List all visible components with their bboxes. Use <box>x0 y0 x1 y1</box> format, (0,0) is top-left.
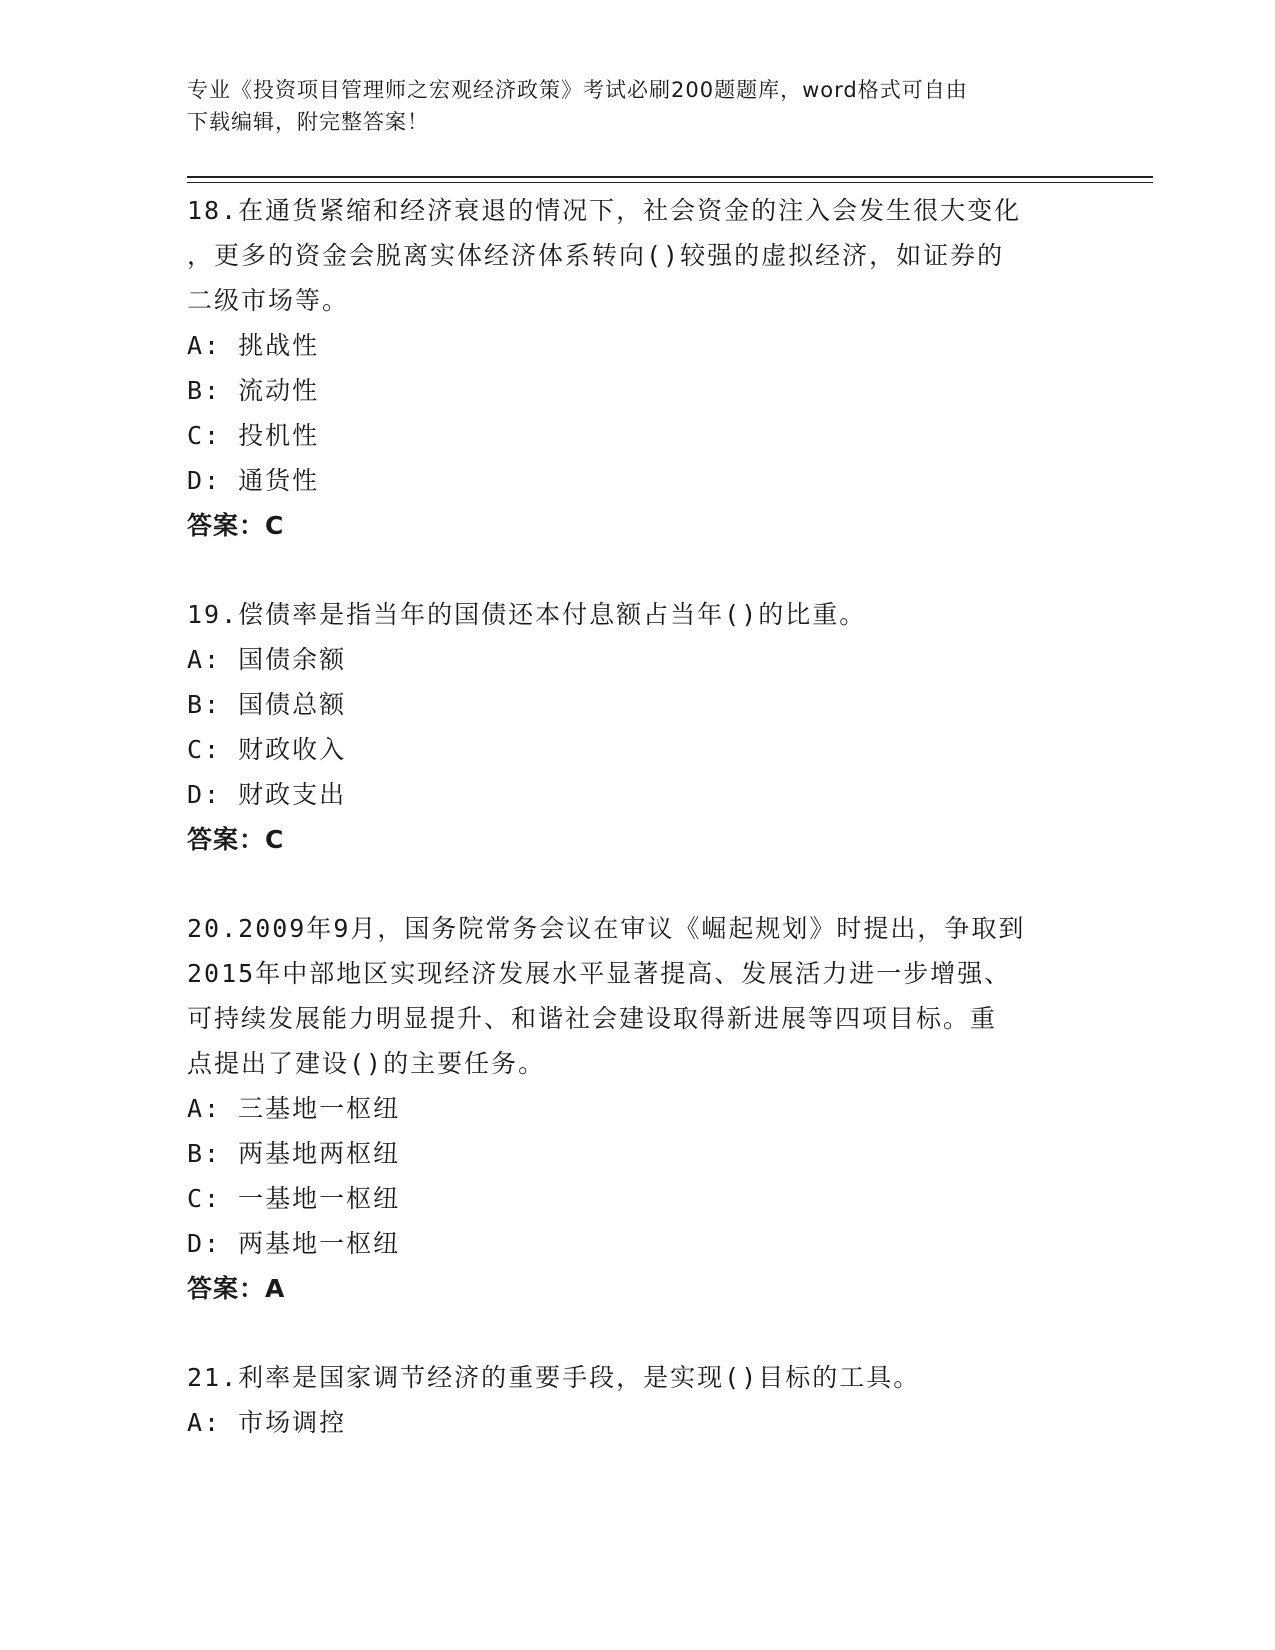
option-a: A: 国债余额 <box>187 645 347 674</box>
spacer <box>187 862 1087 906</box>
question-19 <box>187 592 1087 862</box>
answer-line: 答案：C <box>187 825 285 854</box>
option-c: C: 一基地一枢纽 <box>187 1184 401 1213</box>
header-divider-thick <box>187 176 1153 178</box>
option-a: A: 市场调控 <box>187 1408 347 1437</box>
question-stem-line: 可持续发展能力明显提升、和谐社会建设取得新进展等四项目标。重 <box>187 1004 998 1033</box>
header-divider-thin <box>187 182 1153 183</box>
option-c: C: 财政收入 <box>187 735 347 764</box>
option-b: B: 两基地两枢纽 <box>187 1139 401 1168</box>
spacer <box>187 1311 1087 1355</box>
spacer <box>187 548 1087 592</box>
document-header <box>187 74 1067 138</box>
answer-line: 答案：C <box>187 511 285 540</box>
question-stem-line: 18.在通货紧缩和经济衰退的情况下，社会资金的注入会发生很大变化 <box>187 196 1022 225</box>
option-b: B: 流动性 <box>187 376 320 405</box>
question-list <box>187 188 1087 1445</box>
option-b: B: 国债总额 <box>187 690 347 719</box>
question-stem-line: 20.2009年9月，国务院常务会议在审议《崛起规划》时提出，争取到 <box>187 914 1026 943</box>
question-20 <box>187 906 1087 1311</box>
question-stem-line: 二级市场等。 <box>187 286 350 315</box>
question-stem-line: 19.偿债率是指当年的国债还本付息额占当年()的比重。 <box>187 600 867 629</box>
question-stem-line: ，更多的资金会脱离实体经济体系转向()较强的虚拟经济，如证券的 <box>187 241 1005 270</box>
option-a: A: 挑战性 <box>187 331 320 360</box>
option-a: A: 三基地一枢纽 <box>187 1094 401 1123</box>
question-stem-line: 21.利率是国家调节经济的重要手段，是实现()目标的工具。 <box>187 1363 921 1392</box>
question-21 <box>187 1355 1087 1445</box>
question-stem-line: 2015年中部地区实现经济发展水平显著提高、发展活力进一步增强、 <box>187 959 1012 988</box>
header-line-2: 下载编辑，附完整答案！ <box>187 110 429 134</box>
header-line-1: 专业《投资项目管理师之宏观经济政策》考试必刷200题题库，word格式可自由 <box>187 78 968 102</box>
option-d: D: 财政支出 <box>187 780 347 809</box>
question-stem-line: 点提出了建设()的主要任务。 <box>187 1049 546 1078</box>
option-c: C: 投机性 <box>187 421 320 450</box>
question-18 <box>187 188 1087 548</box>
option-d: D: 通货性 <box>187 466 320 495</box>
answer-line: 答案：A <box>187 1274 286 1303</box>
option-d: D: 两基地一枢纽 <box>187 1229 401 1258</box>
